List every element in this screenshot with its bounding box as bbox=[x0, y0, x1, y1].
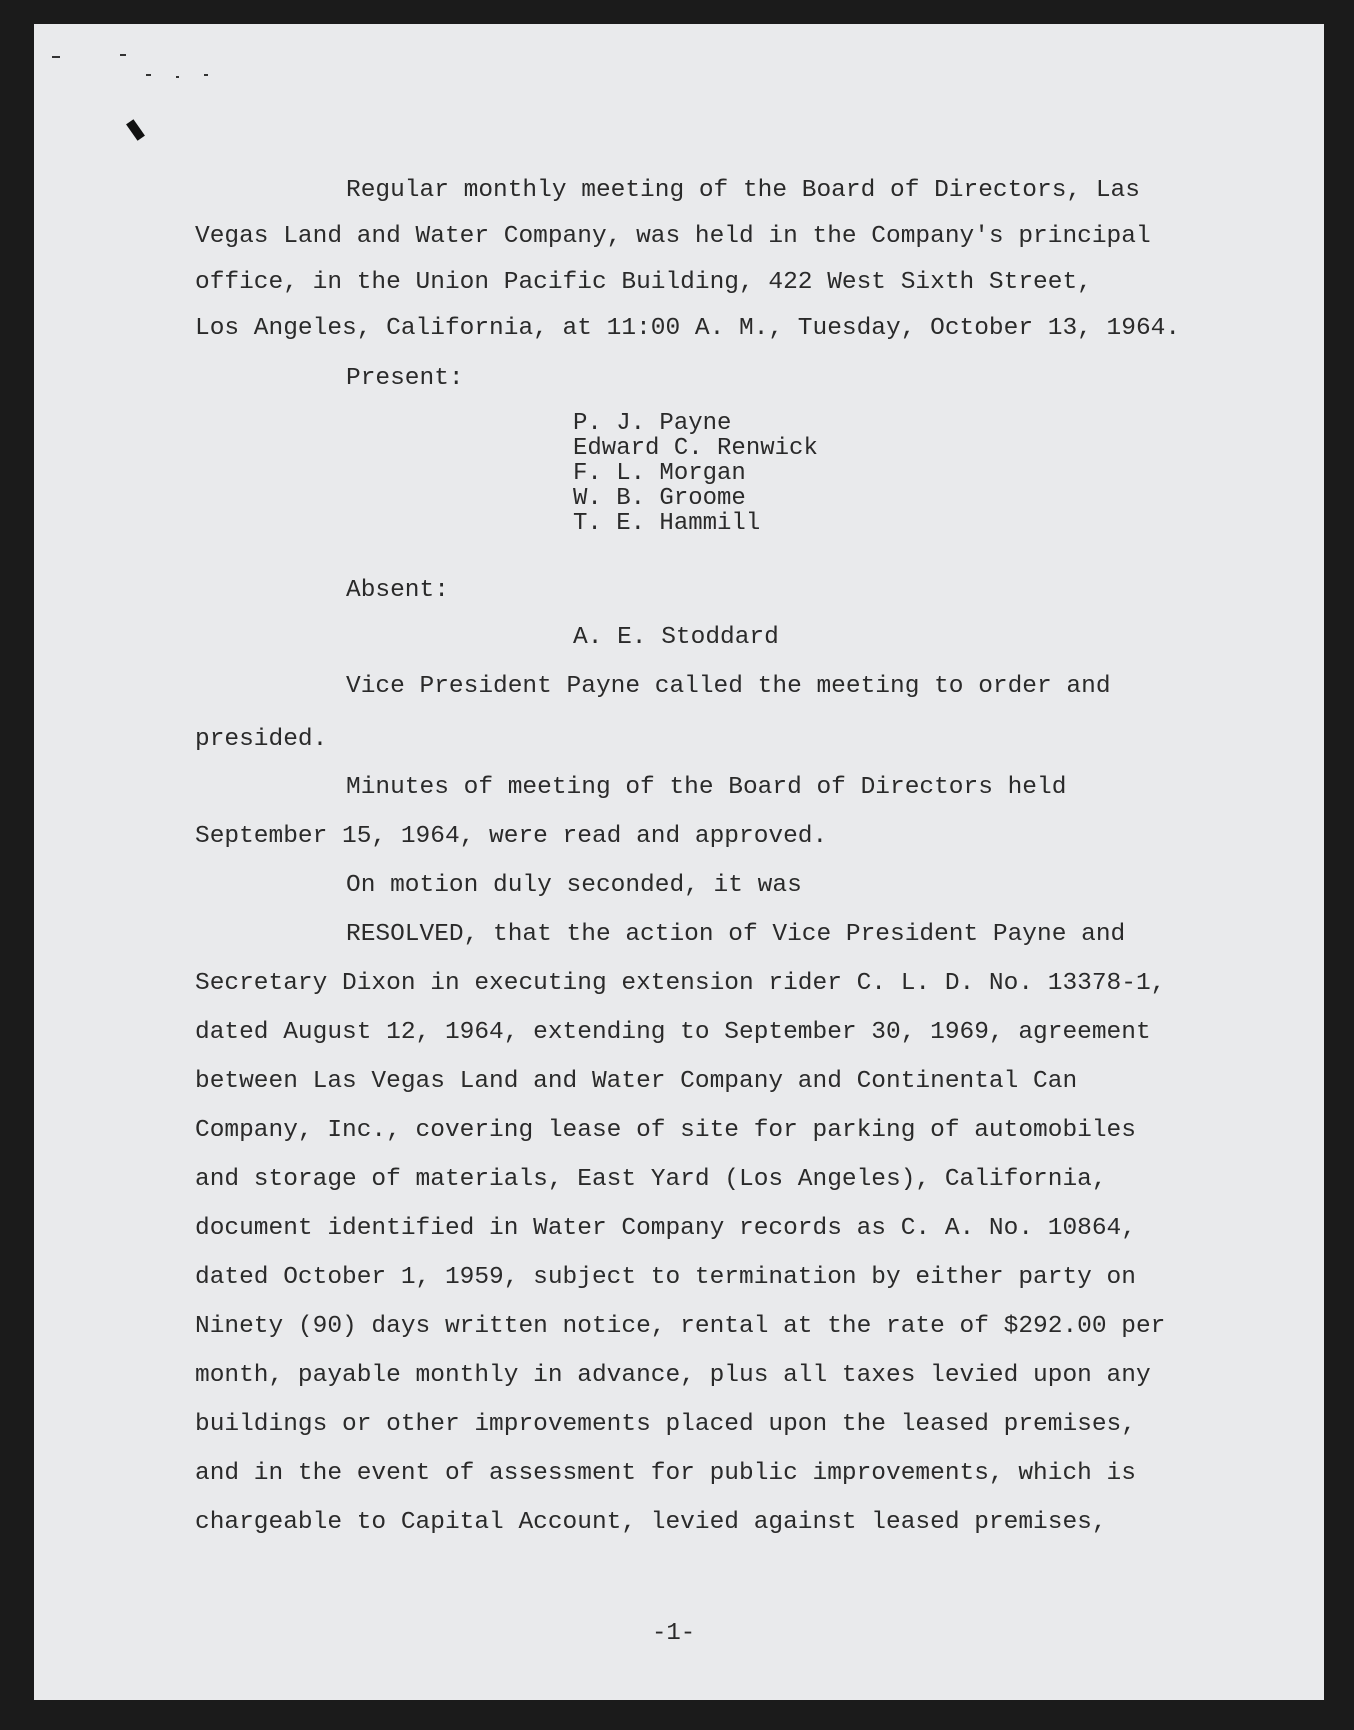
resolution-line: Company, Inc., covering lease of site for parking of automobiles bbox=[195, 1117, 1136, 1144]
document-page bbox=[34, 24, 1324, 1700]
resolution-line: document identified in Water Company records as C. A. No. 10864, bbox=[195, 1215, 1136, 1242]
resolution-line: RESOLVED, that the action of Vice President Payne and bbox=[346, 921, 1126, 948]
scan-speck bbox=[126, 119, 145, 141]
paragraph-1-line: Los Angeles, California, at 11:00 A. M., Tuesday, October 13, 1964. bbox=[195, 315, 1181, 342]
paragraph-3-line: Minutes of meeting of the Board of Directors held bbox=[346, 774, 1067, 801]
scan-speck bbox=[146, 74, 151, 76]
scan-speck bbox=[120, 54, 126, 56]
resolution-line: chargeable to Capital Account, levied against leased premises, bbox=[195, 1509, 1107, 1536]
present-name: Edward C. Renwick bbox=[573, 435, 818, 462]
scan-speck bbox=[176, 76, 179, 78]
resolution-line: Ninety (90) days written notice, rental at the rate of $292.00 per bbox=[195, 1313, 1166, 1340]
resolution-line: dated August 12, 1964, extending to September 30, 1969, agreement bbox=[195, 1019, 1151, 1046]
present-name: W. B. Groome bbox=[573, 485, 746, 512]
present-name: F. L. Morgan bbox=[573, 460, 746, 487]
absent-name: A. E. Stoddard bbox=[573, 624, 779, 651]
resolution-line: Secretary Dixon in executing extension rider C. L. D. No. 13378-1, bbox=[195, 970, 1166, 997]
resolution-line: between Las Vegas Land and Water Company and Continental Can bbox=[195, 1068, 1078, 1095]
present-label: Present: bbox=[346, 365, 464, 392]
paragraph-3-line: September 15, 1964, were read and approved. bbox=[195, 823, 828, 850]
paragraph-2-line: Vice President Payne called the meeting to order and bbox=[346, 673, 1111, 700]
resolution-line: dated October 1, 1959, subject to termination by either party on bbox=[195, 1264, 1136, 1291]
absent-label: Absent: bbox=[346, 577, 449, 604]
scan-speck bbox=[52, 56, 60, 58]
paragraph-2-line: presided. bbox=[195, 726, 328, 753]
page-number: -1- bbox=[652, 1620, 696, 1647]
present-name: P. J. Payne bbox=[573, 410, 732, 437]
resolution-line: and storage of materials, East Yard (Los Angeles), California, bbox=[195, 1166, 1107, 1193]
resolution-line: buildings or other improvements placed upon the leased premises, bbox=[195, 1411, 1136, 1438]
present-name: T. E. Hammill bbox=[573, 510, 761, 537]
paragraph-1-line: Vegas Land and Water Company, was held in the Company's principal bbox=[195, 223, 1151, 250]
scan-speck bbox=[204, 74, 208, 76]
resolution-line: and in the event of assessment for public improvements, which is bbox=[195, 1460, 1136, 1487]
paragraph-4-line: On motion duly seconded, it was bbox=[346, 872, 802, 899]
resolution-line: month, payable monthly in advance, plus all taxes levied upon any bbox=[195, 1362, 1151, 1389]
paragraph-1-line: Regular monthly meeting of the Board of Directors, Las bbox=[346, 177, 1140, 204]
paragraph-1-line: office, in the Union Pacific Building, 422 West Sixth Street, bbox=[195, 269, 1092, 296]
